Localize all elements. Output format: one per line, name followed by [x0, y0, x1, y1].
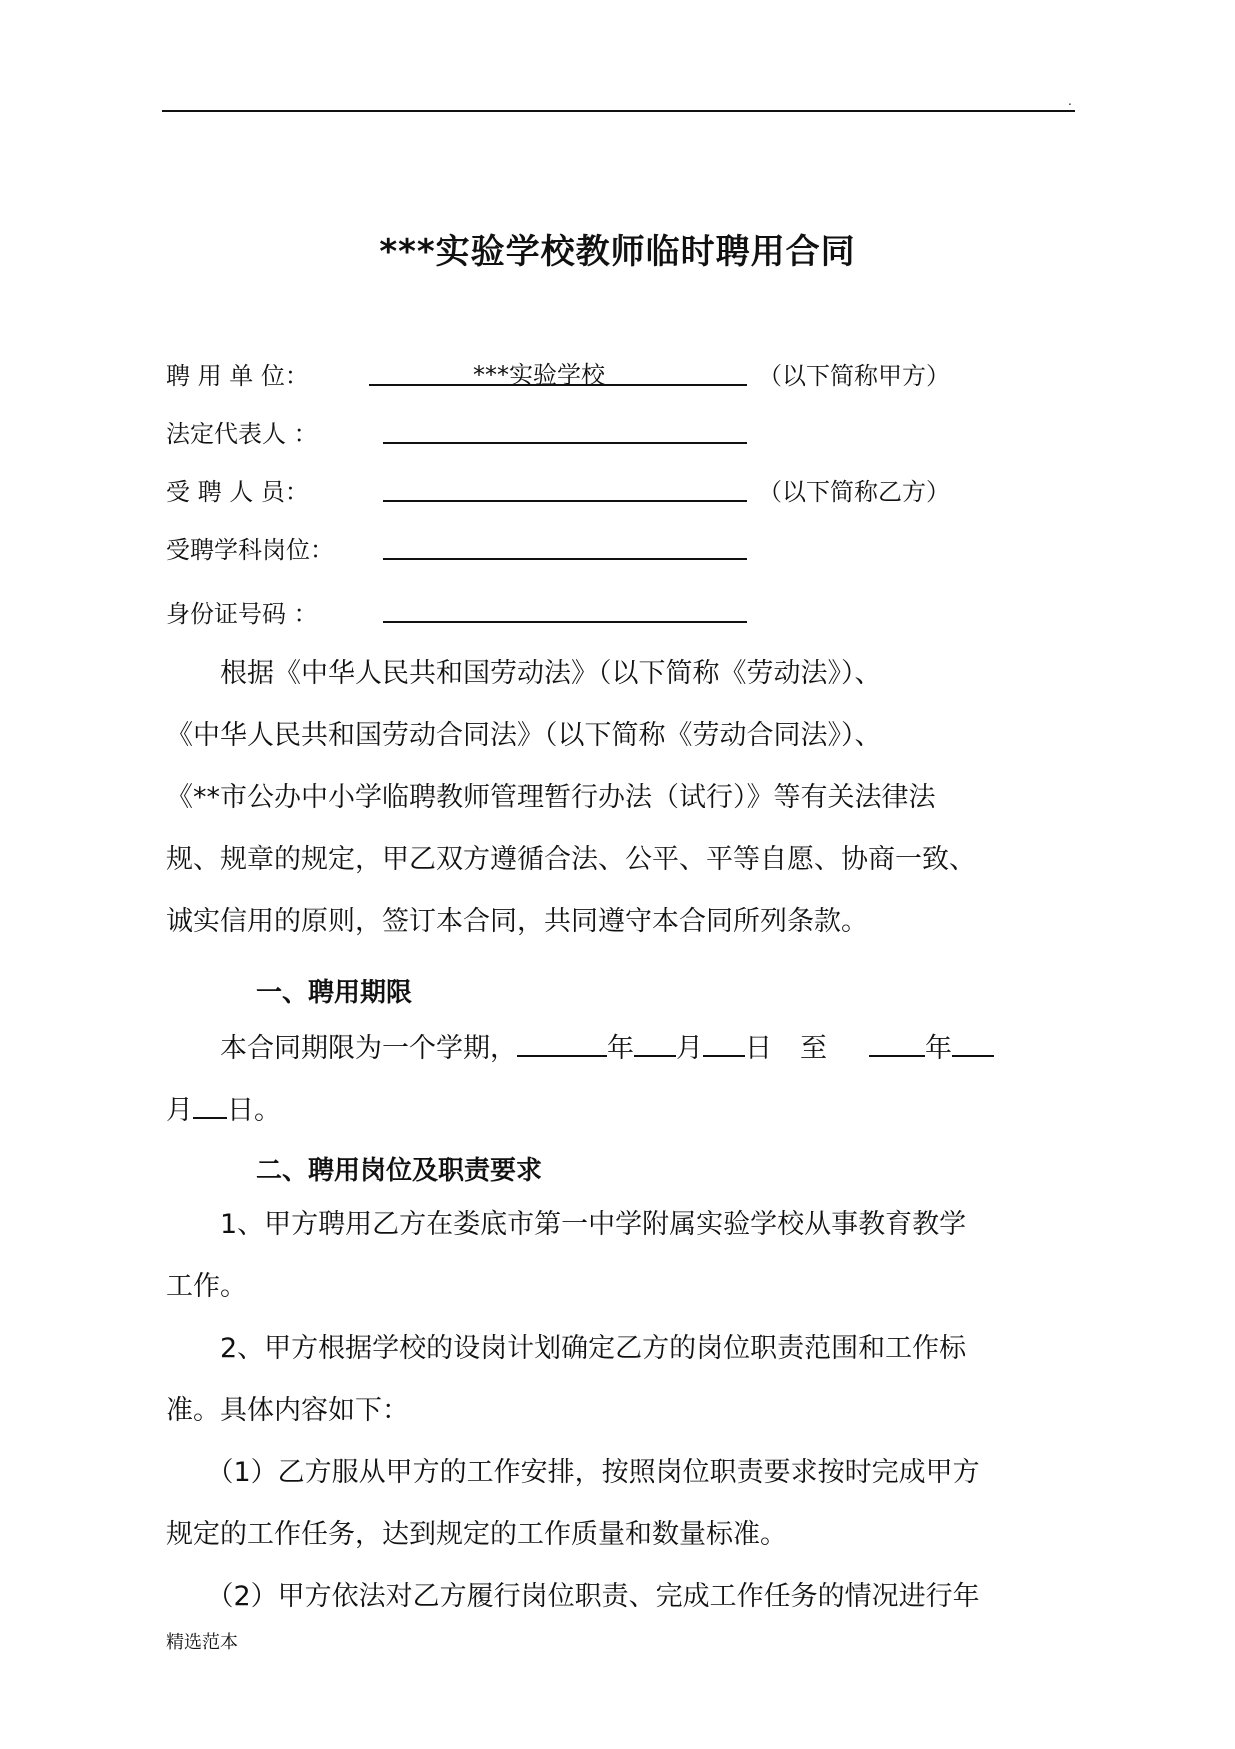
- end-month-blank: [952, 1029, 994, 1057]
- employer-value: ***实验学校: [473, 361, 605, 389]
- month-label: 月: [166, 1095, 193, 1126]
- paragraph-line: 2、甲方根据学校的设岗计划确定乙方的岗位职责范围和工作标: [166, 1333, 967, 1364]
- preamble-line: 诚实信用的原则，签订本合同，共同遵守本合同所列条款。: [166, 906, 868, 937]
- employee-note: （以下简称乙方）: [758, 478, 950, 506]
- start-month-blank: [634, 1029, 676, 1057]
- paragraph-line: 1、甲方聘用乙方在娄底市第一中学附属实验学校从事教育教学: [166, 1209, 967, 1240]
- paragraph-line: 工作。: [166, 1271, 247, 1302]
- preamble-line: 规、规章的规定，甲乙双方遵循合法、公平、平等自愿、协商一致、: [166, 844, 976, 875]
- preamble-line: 《中华人民共和国劳动合同法》（以下简称《劳动合同法》）、: [166, 720, 882, 751]
- term-line: [166, 1018, 1076, 1080]
- paragraph-line: （2）甲方依法对乙方履行岗位职责、完成工作任务的情况进行年: [166, 1581, 980, 1612]
- year-label: 年: [607, 1033, 634, 1064]
- term-line: [166, 1080, 1076, 1142]
- section-heading: 一、聘用期限: [256, 978, 413, 1008]
- end-year-blank: [869, 1029, 925, 1057]
- month-label: 月: [676, 1033, 703, 1064]
- id-label: 身份证号码 ：: [166, 600, 318, 628]
- end-day-blank: [193, 1091, 227, 1119]
- year-label: 年: [925, 1033, 952, 1064]
- header-rule: [162, 110, 1075, 112]
- employee-line: [383, 500, 747, 502]
- preamble-line: 根据《中华人民共和国劳动法》（以下简称《劳动法》）、: [166, 658, 882, 689]
- document-title: ***实验学校教师临时聘用合同: [379, 232, 856, 272]
- start-day-blank: [703, 1029, 745, 1057]
- paragraph-line: 规定的工作任务，达到规定的工作质量和数量标准。: [166, 1519, 787, 1550]
- employee-label: 受 聘 人 员：: [166, 478, 309, 506]
- section-heading: 二、聘用岗位及职责要求: [256, 1156, 543, 1186]
- preamble-line: 《**市公办中小学临聘教师管理暂行办法（试行）》等有关法律法: [166, 782, 936, 813]
- term-end: 日。: [227, 1095, 281, 1126]
- id-line: [383, 621, 747, 623]
- day-label: 日: [745, 1033, 772, 1064]
- header-mark: .: [1068, 94, 1072, 108]
- footer-label: 精选范本: [166, 1632, 238, 1653]
- subject-label: 受聘学科岗位：: [166, 536, 334, 564]
- legal-rep-label: 法定代表人 ：: [166, 420, 318, 448]
- term-prefix: 本合同期限为一个学期，: [166, 1033, 517, 1064]
- start-year-blank: [517, 1029, 607, 1057]
- paragraph-line: 准。具体内容如下：: [166, 1395, 409, 1426]
- employer-label: 聘 用 单 位：: [166, 362, 309, 390]
- paragraph-line: （1）乙方服从甲方的工作安排，按照岗位职责要求按时完成甲方: [166, 1457, 980, 1488]
- to-label: 至: [800, 1033, 827, 1064]
- subject-line: [383, 558, 747, 560]
- employer-note: （以下简称甲方）: [758, 362, 950, 390]
- legal-rep-line: [383, 442, 747, 444]
